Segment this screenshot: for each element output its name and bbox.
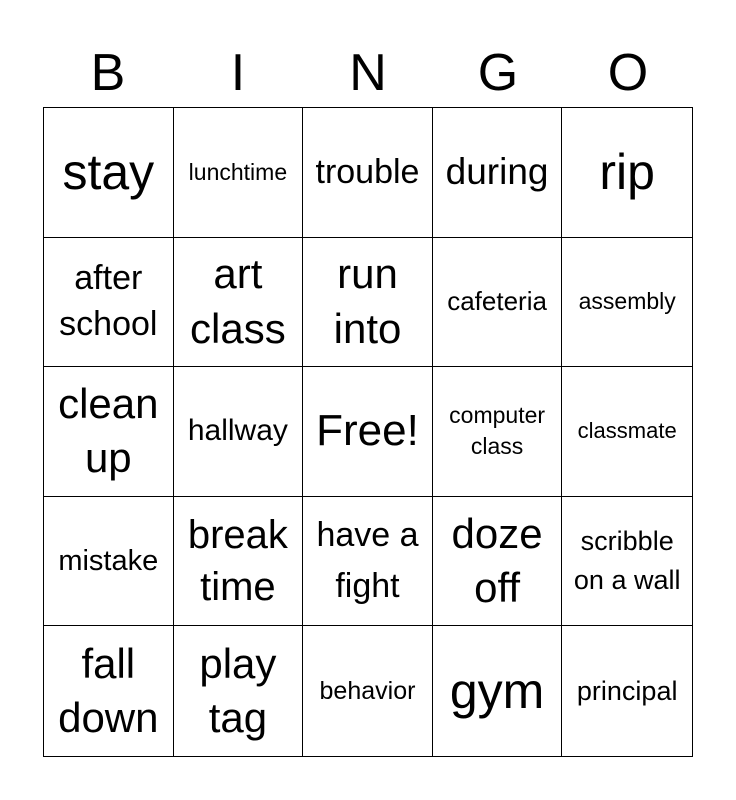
bingo-cell[interactable] <box>433 367 563 497</box>
bingo-cell[interactable] <box>44 238 174 368</box>
bingo-cell[interactable] <box>433 108 563 238</box>
bingo-cell[interactable] <box>174 367 304 497</box>
cell-label: scribble on a wall <box>573 525 681 596</box>
cell-label: cafeteria <box>447 286 547 317</box>
bingo-cell[interactable] <box>174 497 304 627</box>
bingo-cell[interactable] <box>562 238 692 368</box>
bingo-cell[interactable] <box>44 497 174 627</box>
bingo-header <box>43 40 693 106</box>
cell-label: run into <box>333 250 402 352</box>
cell-label: classmate <box>577 418 677 444</box>
header-letter-n: N <box>349 44 387 102</box>
cell-label: art class <box>190 250 286 352</box>
bingo-cell[interactable] <box>44 367 174 497</box>
cell-label: clean up <box>58 379 159 482</box>
cell-label: assembly <box>578 288 676 315</box>
bingo-cell[interactable] <box>433 238 563 368</box>
cell-label: play tag <box>199 639 277 742</box>
cell-label: after school <box>59 259 158 343</box>
bingo-cell[interactable] <box>433 497 563 627</box>
cell-label: principal <box>576 675 678 706</box>
bingo-cell[interactable] <box>44 108 174 238</box>
cell-label: trouble <box>315 152 420 191</box>
header-letter-g: G <box>477 44 519 102</box>
cell-label: fall down <box>58 639 159 742</box>
cell-label: computer class <box>449 401 546 460</box>
cell-label: break time <box>187 513 288 610</box>
header-letter-o: O <box>607 44 649 102</box>
bingo-cell[interactable] <box>433 626 563 756</box>
cell-label: Free! <box>316 406 419 456</box>
cell-label: mistake <box>58 544 159 577</box>
bingo-cell[interactable] <box>303 238 433 368</box>
cell-label: gym <box>449 663 545 720</box>
bingo-cell[interactable] <box>562 108 692 238</box>
bingo-cell[interactable] <box>562 367 692 497</box>
bingo-cell[interactable] <box>44 626 174 756</box>
cell-label: doze off <box>451 509 543 612</box>
bingo-cell[interactable] <box>174 238 304 368</box>
header-letter-b: B <box>90 44 126 102</box>
cell-label: rip <box>599 144 655 201</box>
bingo-cell[interactable] <box>303 367 433 497</box>
cell-label: have a fight <box>316 516 419 606</box>
bingo-cell[interactable] <box>562 626 692 756</box>
cell-label: lunchtime <box>188 158 288 185</box>
cell-label: behavior <box>319 676 416 705</box>
header-letter-i: I <box>230 44 246 102</box>
bingo-cell[interactable] <box>303 497 433 627</box>
bingo-cell[interactable] <box>174 108 304 238</box>
bingo-cell[interactable] <box>303 626 433 756</box>
cell-label: stay <box>62 144 155 201</box>
bingo-cell[interactable] <box>562 497 692 627</box>
cell-label: during <box>445 151 549 193</box>
bingo-cell[interactable] <box>303 108 433 238</box>
bingo-cell[interactable] <box>174 626 304 756</box>
bingo-board <box>43 107 693 757</box>
cell-label: hallway <box>187 414 288 448</box>
